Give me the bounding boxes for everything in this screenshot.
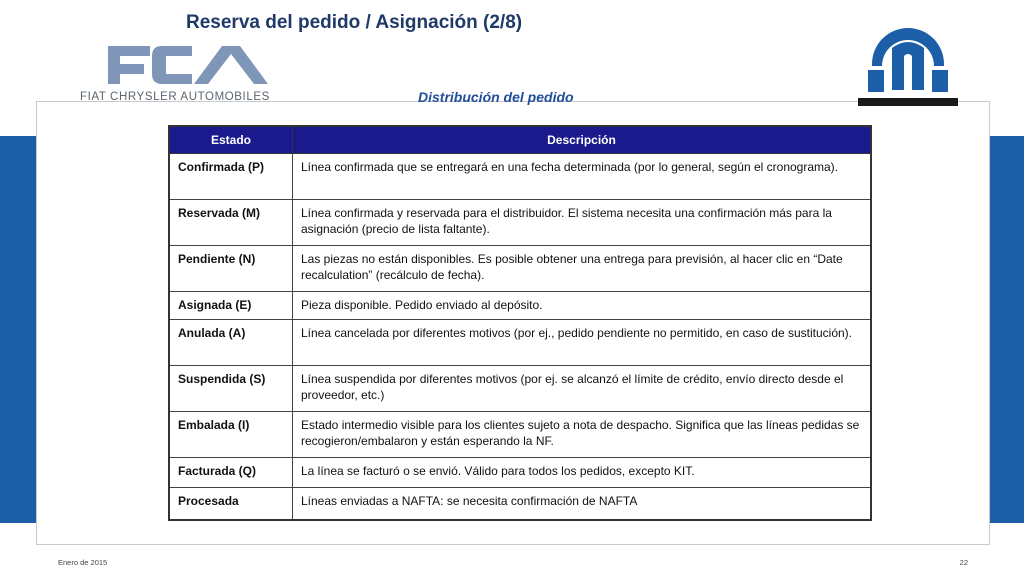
description-cell: Líneas enviadas a NAFTA: se necesita confirmación de NAFTA <box>293 488 872 520</box>
description-cell: Las piezas no están disponibles. Es posible obtener una entrega para previsión, al hacer clic en “Date recalculation” (recálculo de fecha). <box>293 246 872 292</box>
footer-page-number: 22 <box>959 558 968 567</box>
description-cell: Línea cancelada por diferentes motivos (por ej., pedido pendiente no permitido, en caso de sustitución). <box>293 320 872 366</box>
fca-tagline: FIAT CHRYSLER AUTOMOBILES <box>80 91 270 103</box>
status-cell: Reservada (M) <box>169 200 293 246</box>
column-header-descripcion: Descripción <box>293 126 872 154</box>
description-cell: Pieza disponible. Pedido enviado al depósito. <box>293 292 872 320</box>
description-cell: La línea se facturó o se envió. Válido para todos los pedidos, excepto KIT. <box>293 458 872 488</box>
table-row <box>169 412 871 458</box>
status-cell: Embalada (I) <box>169 412 293 458</box>
status-cell: Anulada (A) <box>169 320 293 366</box>
table-row <box>169 292 871 320</box>
right-blue-band <box>990 136 1024 523</box>
description-cell: Línea confirmada y reservada para el distribuidor. El sistema necesita una confirmación más para la asignación (precio de lista faltante). <box>293 200 872 246</box>
status-table <box>168 125 872 521</box>
column-header-estado: Estado <box>169 126 293 154</box>
table-row <box>169 458 871 488</box>
page-title: Reserva del pedido / Asignación (2/8) <box>186 12 523 33</box>
table-header-row <box>169 126 871 154</box>
left-blue-band <box>0 136 36 523</box>
footer-date: Enero de 2015 <box>58 558 108 567</box>
description-cell: Estado intermedio visible para los clientes sujeto a nota de despacho. Significa que las líneas pedidas se recogieron/embalaron y están esperando la NF. <box>293 412 872 458</box>
status-cell: Pendiente (N) <box>169 246 293 292</box>
status-cell: Suspendida (S) <box>169 366 293 412</box>
section-subtitle: Distribución del pedido <box>418 89 574 105</box>
table-row <box>169 200 871 246</box>
status-cell: Procesada <box>169 488 293 520</box>
status-cell: Asignada (E) <box>169 292 293 320</box>
status-cell: Confirmada (P) <box>169 154 293 200</box>
table-row <box>169 488 871 520</box>
table-row <box>169 366 871 412</box>
description-cell: Línea confirmada que se entregará en una fecha determinada (por lo general, según el cronograma). <box>293 154 872 200</box>
table-row <box>169 320 871 366</box>
mopar-logo <box>852 26 964 106</box>
description-cell: Línea suspendida por diferentes motivos (por ej. se alcanzó el límite de crédito, envío directo desde el proveedor, etc.) <box>293 366 872 412</box>
table-row <box>169 246 871 292</box>
status-cell: Facturada (Q) <box>169 458 293 488</box>
table-row <box>169 154 871 200</box>
